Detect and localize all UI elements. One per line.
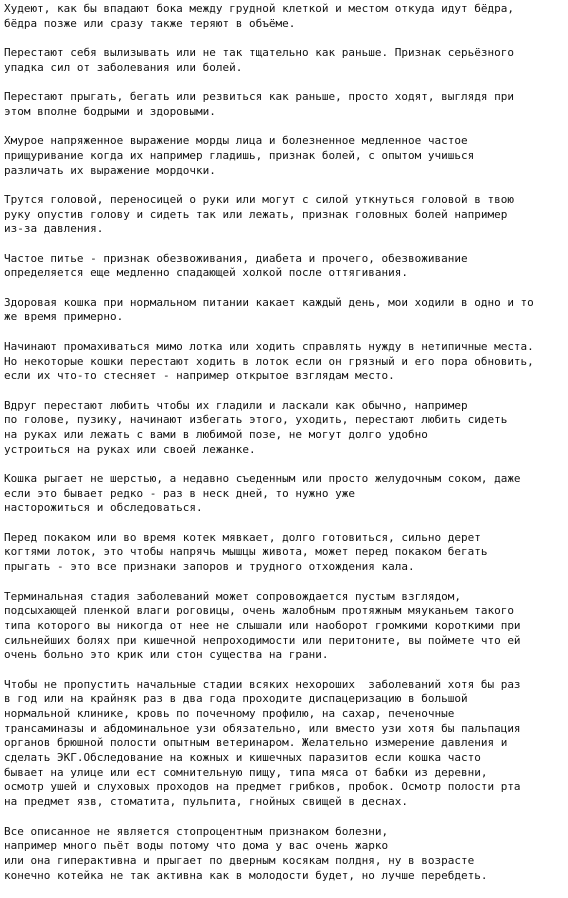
text-line: Чтобы не пропустить начальные стадии всяких нехороших заболеваний хотя бы раз	[4, 677, 521, 691]
text-line: этом вполне бодрыми и здоровыми.	[4, 104, 216, 118]
text-line: органов брюшной полости опытным ветеринаром. Желательно измерение давления и	[4, 736, 508, 750]
text-line: на предмет язв, стоматита, пульпита, гнойных свищей в деснах.	[4, 795, 408, 809]
text-line: на руках или лежать с вами в любимой позе, не могут долго удобно	[4, 427, 428, 441]
text-line: например много пьёт воды потому что дома у вас очень жарко	[4, 839, 389, 853]
paragraph	[4, 590, 566, 663]
text-line: или она гиперактивна и прыгает по дверным косякам полдня, ну в возрасте	[4, 853, 475, 867]
text-line: Частое питье - признак обезвоживания, диабета и прочего, обезвоживание	[4, 251, 468, 265]
text-line: по голове, пузику, начинают избегать этого, уходить, перестают любить сидеть	[4, 413, 508, 427]
text-line: бывает на улице или ест сомнительную пищу, типа мяса от бабки из деревни,	[4, 765, 488, 779]
paragraph	[4, 340, 566, 384]
text-line: Перестают себя вылизывать или не так тщательно как раньше. Признак серьёзного	[4, 46, 514, 60]
paragraph	[4, 46, 566, 75]
text-line: прищуривание когда их например гладишь, признак болей, с опытом учишься	[4, 148, 475, 162]
text-line: прыгать - это все признаки запоров и трудного отхождения кала.	[4, 560, 415, 574]
text-line: если их что-то стесняет - например открытое взглядам место.	[4, 369, 395, 383]
paragraph	[4, 678, 566, 810]
text-line: подсыхающей пленкой влаги роговицы, очень жалобным протяжным мяуканьем такого	[4, 604, 514, 618]
text-line: Вдруг перестают любить чтобы их гладили и ласкали как обычно, например	[4, 398, 468, 412]
paragraph	[4, 472, 566, 516]
text-line: устроиться на руках или своей лежанке.	[4, 442, 256, 456]
text-line: типа которого вы никогда от нее не слышали или наоборот громкими короткими при	[4, 618, 521, 632]
text-line: Начинают промахиваться мимо лотка или ходить справлять нужду в нетипичные места.	[4, 339, 534, 353]
paragraph	[4, 296, 566, 325]
paragraph	[4, 90, 566, 119]
text-line: Перед покаком или во время котек мявкает, долго готовиться, сильно дерет	[4, 530, 481, 544]
text-line: конечно котейка не так активна как в молодости будет, но лучше перебдеть.	[4, 868, 488, 882]
text-line: определяется еще медленно спадающей холкой после оттягивания.	[4, 266, 408, 280]
text-line: Худеют, как бы впадают бока между грудной клеткой и местом откуда идут бёдра,	[4, 2, 514, 15]
text-line: Терминальная стадия заболеваний может сопровождается пустым взглядом,	[4, 589, 461, 603]
text-line: в год или на крайняк раз в два года проходите диспацеризацию в большой	[4, 692, 468, 706]
text-line: различать их выражение мордочки.	[4, 163, 216, 177]
paragraph	[4, 252, 566, 281]
text-line: Все описанное не является стопроцентным признаком болезни,	[4, 824, 389, 838]
text-line: сделать ЭКГ.Обследование на кожных и кишечных паразитов если кошка часто	[4, 751, 481, 765]
paragraph	[4, 2, 566, 31]
paragraph	[4, 134, 566, 178]
text-line: из-за давления.	[4, 222, 104, 236]
text-line: насторожиться и обследоваться.	[4, 501, 203, 515]
text-line: Хмурое напряженное выражение морды лица и болезненное медленное частое	[4, 134, 468, 148]
text-line: бёдра позже или сразу также теряют в объёме.	[4, 16, 296, 30]
text-line: очень больно это крик или стон существа на грани.	[4, 648, 329, 662]
text-line: трансаминазы и абдоминальное узи обязательно, или вместо узи хотя бы пальпация	[4, 721, 521, 735]
paragraph	[4, 531, 566, 575]
article-text	[4, 2, 566, 898]
text-line: осмотр ушей и слуховых проходов на предмет грибков, пробок. Осмотр полости рта	[4, 780, 521, 794]
text-line: Кошка рыгает не шерстью, а недавно съеденным или просто желудочным соком, даже	[4, 472, 521, 485]
text-line: нормальной клинике, кровь по почечному профилю, на сахар, печеночные	[4, 707, 455, 720]
paragraph	[4, 825, 566, 884]
text-line: сильнейших болях при кишечной непроходимости или перитоните, вы поймете что ей	[4, 633, 521, 647]
text-line: если это бывает редко - раз в неск дней, то нужно уже	[4, 486, 355, 500]
text-line: Но некоторые кошки перестают ходить в лоток если он грязный и его пора обновить,	[4, 354, 534, 368]
paragraph	[4, 399, 566, 458]
text-line: когтями лоток, это чтобы напрячь мышцы живота, может перед покаком бегать	[4, 545, 488, 559]
text-line: Здоровая кошка при нормальном питании какает каждый день, мои ходили в одно и то	[4, 295, 534, 309]
text-line: же время примерно.	[4, 310, 124, 324]
text-line: руку опустив голову и сидеть так или лежать, признак головных болей например	[4, 207, 508, 221]
text-line: Перестают прыгать, бегать или резвиться как раньше, просто ходят, выглядя при	[4, 90, 514, 104]
text-line: упадка сил от заболевания или болей.	[4, 60, 243, 74]
paragraph	[4, 193, 566, 237]
text-line: Трутся головой, переносицей о руки или могут с силой уткнуться головой в твою	[4, 192, 514, 206]
